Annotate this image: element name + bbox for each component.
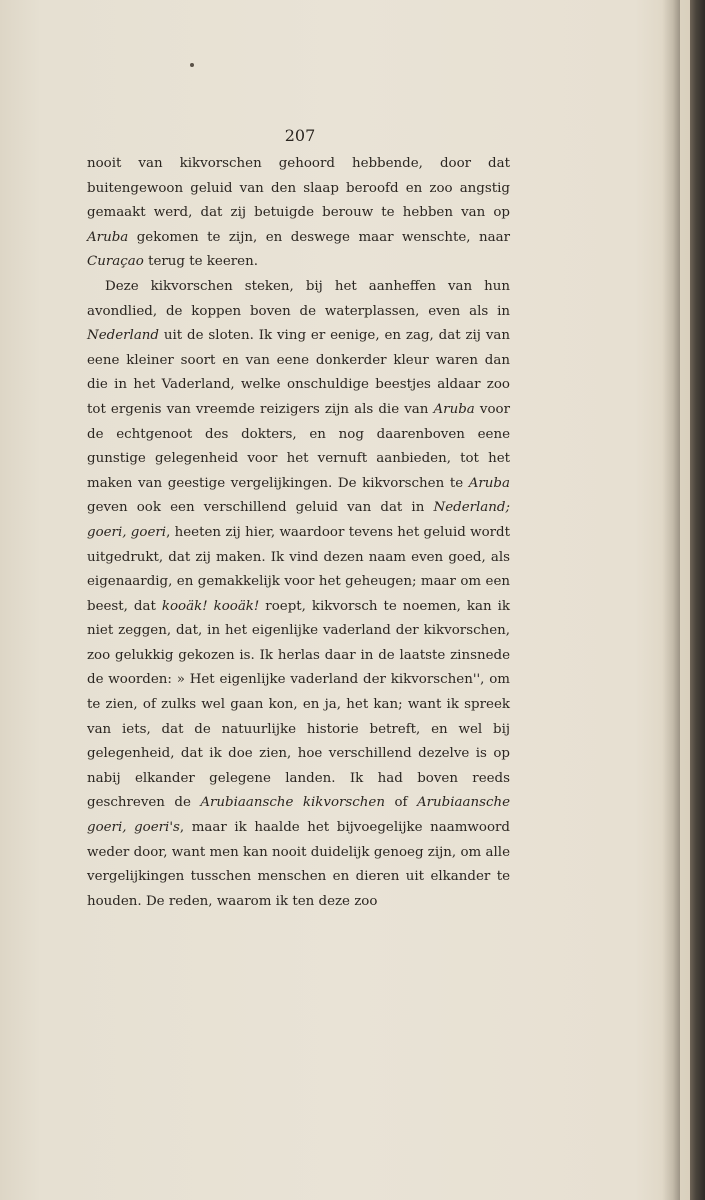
text-run: of [384,795,417,811]
text-run: uit de sloten. Ik ving er eenige, en zag, dat zij van eene kleiner soort en van eene donkerder kleur waren dan die in het Vaderland, welke onschuldige beestjes aldaar zoo tot ergenis van vreemde reizigers zijn als die van [87,328,510,417]
ink-spot [190,63,194,67]
italic-text: Arubiaansche goeri, goeri's [87,795,510,836]
page-edge [690,0,705,1200]
text-run: roept, kikvorsch te noemen, kan ik niet zeggen, dat, in het eigenlijke vaderland der kikvorschen, zoo gelukkig gekozen is. Ik herlas daar in de laatste zinsnede de woorden: » Het eigenlijke vaderland der kikvorschen'', om te zien, of zulks wel gaan kon, en ja, het kan; want ik spreek van iets, dat de natuurlijke historie betreft, en wel bij gelegenheid, dat ik doe zien, hoe verschillend dezelve is op nabij elkander gelegene landen. Ik had boven reeds geschreven de [87,598,510,811]
paragraph [87,152,510,275]
italic-text: Aruba [87,229,129,245]
text-run: , maar ik haalde het bijvoegelijke naamwoord weder door, want men kan nooit duidelijk genoeg zijn, om alle vergelijkingen tusschen menschen en dieren uit elkander te houden. De reden, waarom ik ten deze zoo [87,820,510,909]
italic-text: Nederland; goeri, goeri [87,500,510,540]
text-run: geven ook een verschillend geluid van dat in [87,500,434,516]
text-run: nooit van kikvorschen gehoord hebbende, door dat buitengewoon geluid van den slaap beroofd en zoo angstig gemaakt werd, dat zij betuigde berouw te hebben van op [87,156,510,221]
italic-text: Curaçao [87,254,144,270]
page-shadow [662,0,680,1200]
italic-text: Aruba [433,401,475,417]
body-text [87,152,510,914]
text-run: voor de echtgenoot des dokters, en nog daarenboven eene gunstige gelegenheid voor het vernuft aanbieden, tot het maken van geestige vergelijkingen. De kikvorschen te [87,401,510,491]
text-run: terug te keeren. [143,254,258,270]
italic-text: kooäk! kooäk! [161,598,260,614]
page-number: 207 [284,126,316,145]
italic-text: Arubiaansche kikvorschen [200,795,385,811]
italic-text: Nederland [87,328,160,344]
italic-text: Aruba [468,475,510,491]
text-run: gekomen te zijn, en deswege maar wenschte, naar [128,229,510,245]
paragraph [87,275,510,914]
text-run: , heeten zij hier, waardoor tevens het geluid wordt uitgedrukt, dat zij maken. Ik vind dezen naam even goed, als eigenaardig, en gemakkelijk voor het geheugen; maar om een beest, dat [87,524,510,614]
text-run: Deze kikvorschen steken, bij het aanheffen van hun avondlied, de koppen boven de waterplassen, even als in [87,278,510,319]
